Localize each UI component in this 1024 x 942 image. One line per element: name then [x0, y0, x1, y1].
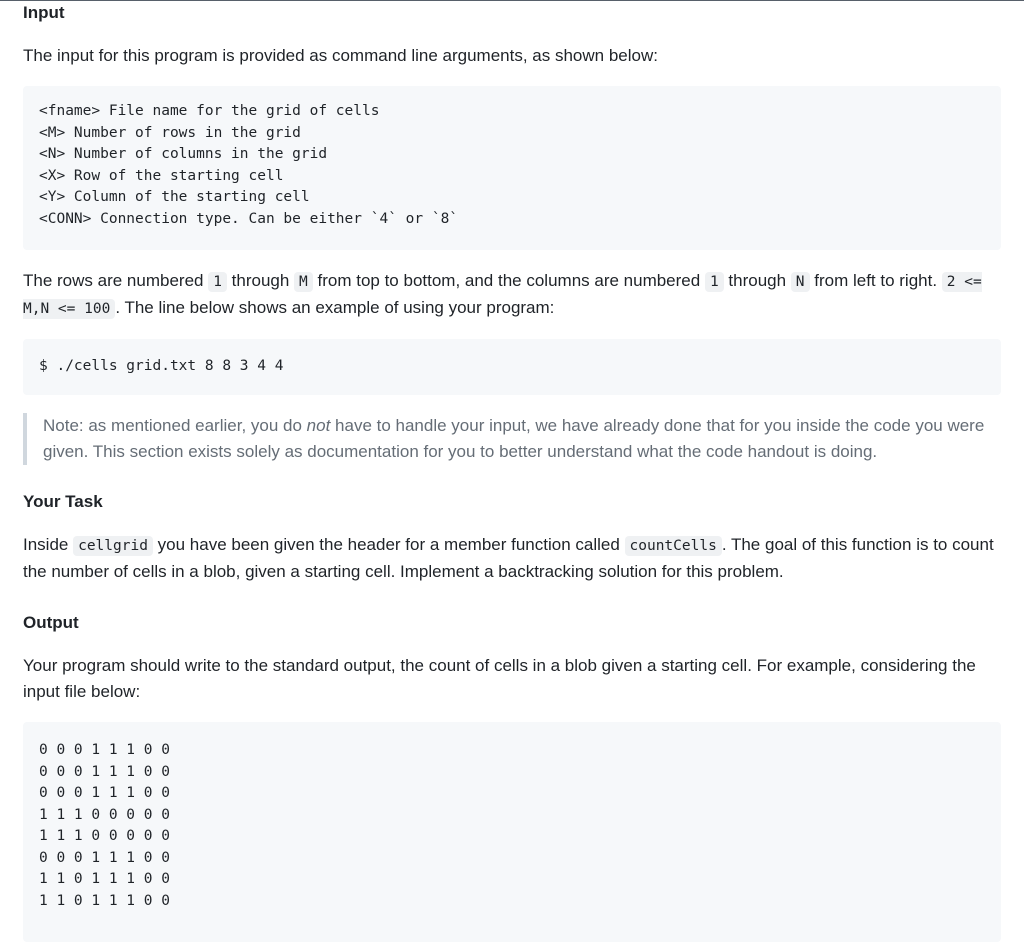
output-heading: Output: [23, 613, 79, 632]
inline-code-m: M: [294, 272, 313, 292]
task-text-3: . The goal of this function is to count the number of cells in a blob, given a starting cell. Implement a backtracking solution for this problem.: [23, 535, 994, 581]
rows-text-1: The rows are numbered: [23, 271, 209, 290]
rows-text-5: from left to right.: [809, 271, 942, 290]
note-text-post: have to handle your input, we have already done that for you inside the code you were given. This section exists solely as documentation for you to better understand what the code handout is doing.: [43, 416, 985, 461]
inline-code-countcells: countCells: [625, 536, 722, 556]
rows-text-2: through: [226, 271, 295, 290]
rows-text-6: . The line below shows an example of using your program:: [115, 298, 555, 317]
inline-code-n: N: [791, 272, 810, 292]
task-text-1: Inside: [23, 535, 74, 554]
input-intro: The input for this program is provided as command line arguments, as shown below:: [23, 46, 658, 65]
inline-code-1b: 1: [705, 272, 724, 292]
rows-paragraph: [23, 268, 1001, 322]
inline-code-cellgrid: cellgrid: [73, 536, 153, 556]
note-emphasis: not: [306, 416, 331, 435]
document: [0, 1, 1024, 942]
task-heading: Your Task: [23, 492, 103, 511]
task-paragraph: [23, 532, 1001, 585]
input-heading: Input: [23, 3, 65, 22]
rows-text-4: through: [723, 271, 791, 290]
args-code-block: <fname> File name for the grid of cells <M> Number of rows in the grid <N> Number of columns in the grid <X> Row of the starting cell <Y> Column of the starting cell <CONN> Connection type. Can be either `4` or `8`: [23, 86, 1001, 250]
output-paragraph: Your program should write to the standard output, the count of cells in a blob given a starting cell. For example, considering the input file below:: [23, 656, 976, 701]
inline-code-range: 2 <= M,N <= 100: [23, 274, 982, 317]
grid-code-block: 0 0 0 1 1 1 0 0 0 0 0 1 1 1 0 0 0 0 0 1 1 1 0 0 1 1 1 0 0 0 0 0 1 1 1 0 0 0 0 0 0 0 0 1 1 1 0 0 1 1 0 1 1 1 0 0 1 1 0 1 1 1 0 0: [23, 722, 1001, 942]
inline-code-1: 1: [208, 272, 227, 292]
rows-text-3: from top to bottom, and the columns are numbered: [312, 271, 705, 290]
note-blockquote: [23, 413, 1001, 465]
example-command-block: $ ./cells grid.txt 8 8 3 4 4: [23, 339, 1001, 395]
task-text-2: you have been given the header for a member function called: [152, 535, 625, 554]
note-text-pre: Note: as mentioned earlier, you do: [43, 416, 307, 435]
